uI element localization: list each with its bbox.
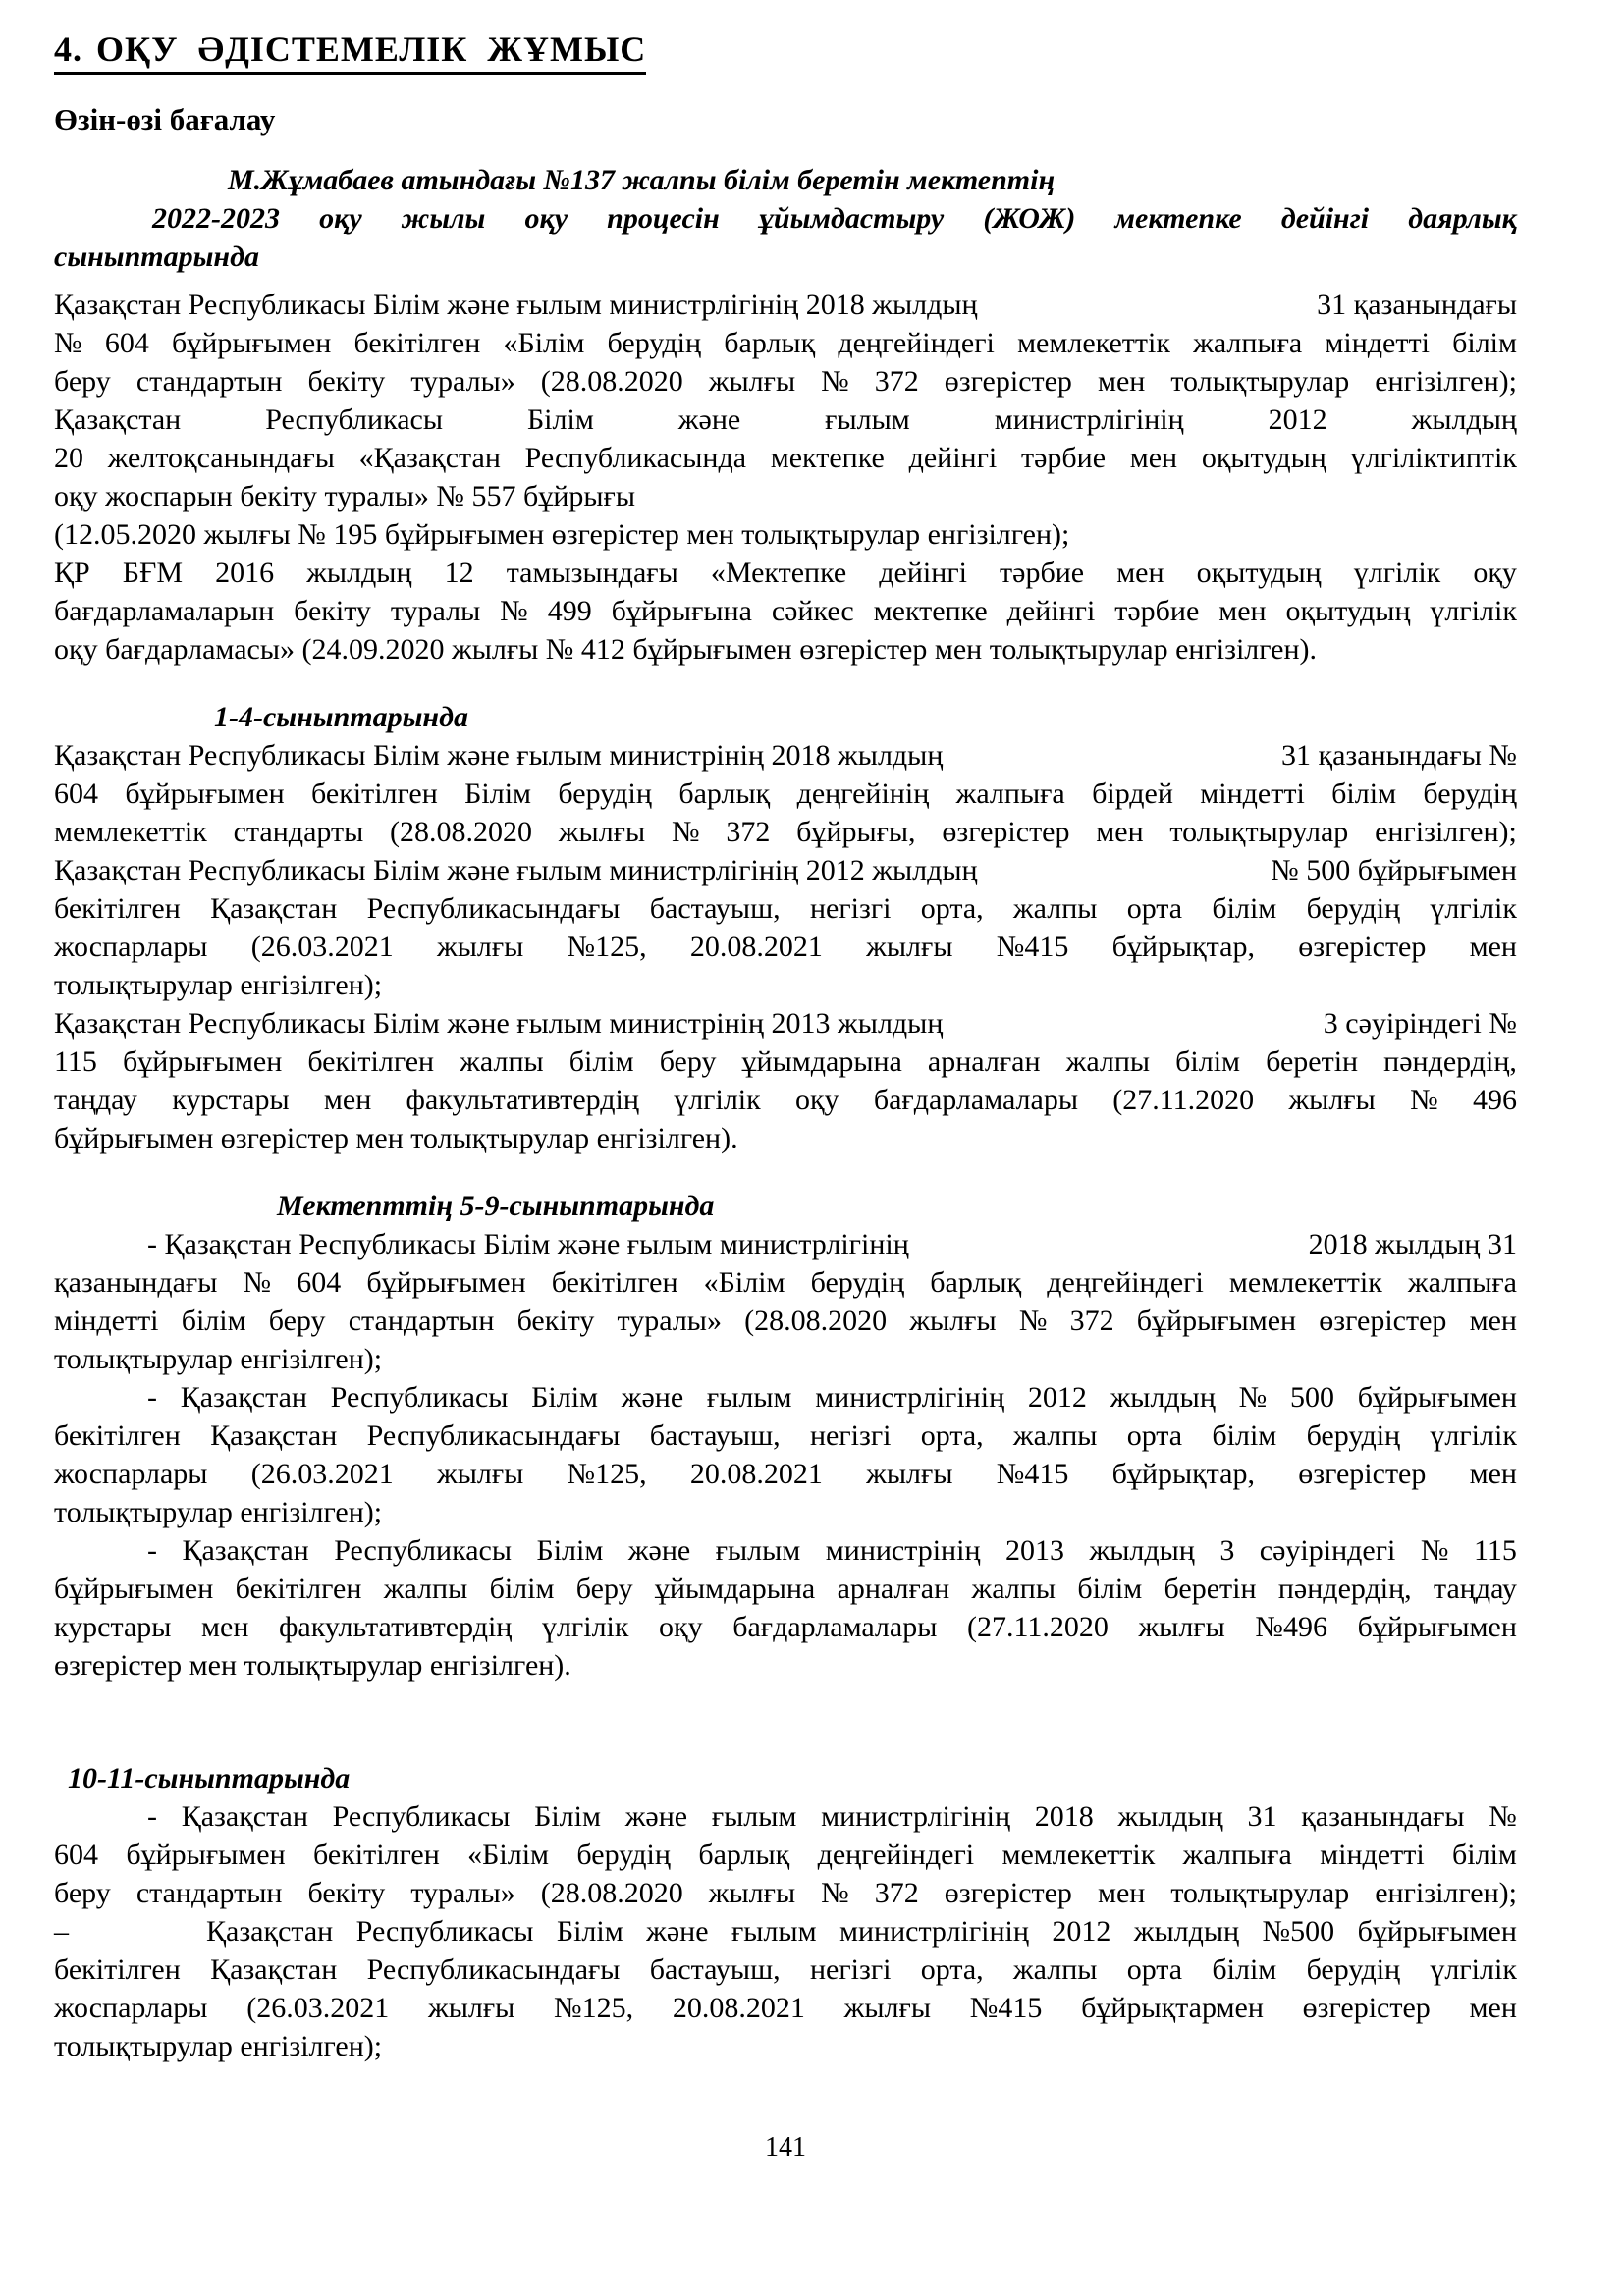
para-line: қазанындағы № 604 бұйрығымен бекітілген «Білім берудің барлық деңгейіндегі мемлекеттік жалпыға <box>54 1266 1517 1299</box>
para-line: Қазақстан Республикасы Білім және ғылым министрлігінің 2012 жылдың <box>54 403 1517 436</box>
para-line: толықтырулар енгізілген); <box>54 1343 383 1375</box>
para-line: 20 желтоқсанындағы «Қазақстан Республикасында мектепке дейінгі тәрбие мен оқытудың үлгіліктиптік <box>54 442 1517 474</box>
line-left: Қазақстан Республикасы Білім және ғылым министрлігінің 2018 жылдың <box>54 289 978 321</box>
school-title-block <box>54 161 1517 276</box>
para-line: толықтырулар енгізілген); <box>54 1496 383 1528</box>
para-line: (12.05.2020 жылғы № 195 бұйрығымен өзгерістер мен толықтырулар енгізілген); <box>54 518 1070 551</box>
section-number-heading <box>54 27 1517 75</box>
para-line: оқу бағдарламасы» (24.09.2020 жылғы № 412 бұйрығымен өзгерістер мен толықтырулар енгізілген). <box>54 633 1318 666</box>
para-line: оқу жоспарын бекіту туралы» № 557 бұйрығы <box>54 480 635 512</box>
para-line: бұйрығымен бекітілген жалпы білім беру ұйымдарына арналған жалпы білім беретін пәндердің, таңдау <box>54 1573 1517 1605</box>
subsection-heading: Өзін-өзі бағалау <box>54 102 276 136</box>
line-right: 3 сәуіріндегі № <box>1323 1007 1517 1040</box>
grades-1-4-heading: 1-4-сыныптарында <box>214 701 468 733</box>
para-line: - Қазақстан Республикасы Білім және ғылым министрлігінің 2018 жылдың 31 қазанындағы № <box>147 1800 1517 1833</box>
grades-5-9-heading: Мектепттің 5-9-сыныптарында <box>277 1190 715 1222</box>
line-right: № 500 бұйрығымен <box>1271 854 1517 886</box>
para-line <box>54 736 1517 774</box>
para-line <box>54 1004 1517 1042</box>
para-line <box>54 851 1517 889</box>
page-content <box>54 27 1517 2065</box>
para-line: мемлекеттік стандарты (28.08.2020 жылғы № 372 бұйрығы, өзгерістер мен толықтырулар енгізілген); <box>54 816 1517 848</box>
para-line: 115 бұйрығымен бекітілген жалпы білім беру ұйымдарына арналған жалпы білім беретін пәндердің, <box>54 1045 1517 1078</box>
line-left: - Қазақстан Республикасы Білім және ғылым министрлігінің <box>147 1228 909 1260</box>
grades-5-9-paragraph <box>54 1225 1517 1684</box>
para-line: жоспарлары (26.03.2021 жылғы №125, 20.08.2021 жылғы №415 бұйрықтар, өзгерістер мен <box>54 931 1517 963</box>
para-line: беру стандартын бекіту туралы» (28.08.2020 жылғы № 372 өзгерістер мен толықтырулар енгізілген); <box>54 1877 1517 1909</box>
title-line-2: 2022-2023 оқу жылы оқу процесін ұйымдастыру (ЖОЖ) мектепке дейінгі даярлық <box>152 202 1517 235</box>
para-line: № 604 бұйрығымен бекітілген «Білім берудің барлық деңгейіндегі мемлекеттік жалпыға міндетті білім <box>54 327 1517 359</box>
para-line: толықтырулар енгізілген); <box>54 969 383 1001</box>
line-left: Қазақстан Республикасы Білім және ғылым министрлігінің 2012 жылдың <box>54 854 978 886</box>
page-number: 141 <box>765 2132 806 2163</box>
line-left: Қазақстан Республикасы Білім және ғылым министрінің 2018 жылдың <box>54 739 944 772</box>
para-line: - Қазақстан Республикасы Білім және ғылым министрлігінің 2012 жылдың № 500 бұйрығымен <box>147 1381 1517 1414</box>
para-line: толықтырулар енгізілген); <box>54 2030 383 2062</box>
para-line: бағдарламаларын бекіту туралы № 499 бұйрығына сәйкес мектепке дейінгі тәрбие мен оқытудың үлгілік <box>54 595 1517 627</box>
para-line: міндетті білім беру стандартын бекіту туралы» (28.08.2020 жылғы № 372 бұйрығымен өзгерістер мен <box>54 1305 1517 1337</box>
para-line: ҚР БҒМ 2016 жылдың 12 тамызындағы «Мектепке дейінгі тәрбие мен оқытудың үлгілік оқу <box>54 557 1517 589</box>
para-line: таңдау курстары мен факультативтердің үлгілік оқу бағдарламалары (27.11.2020 жылғы № 496 <box>54 1084 1517 1116</box>
para-line <box>54 1912 1517 1950</box>
para-line: бекітілген Қазақстан Республикасындағы бастауыш, негізгі орта, жалпы орта білім берудің үлгілік <box>54 1419 1517 1452</box>
title-line-1: М.Жұмабаев атындағы №137 жалпы білім беретін мектептің <box>228 164 1056 196</box>
para-line: курстары мен факультативтердің үлгілік оқу бағдарламалары (27.11.2020 жылғы №496 бұйрығымен <box>54 1611 1517 1643</box>
grades-10-11-heading: 10-11-сыныптарында <box>68 1762 351 1794</box>
para-line <box>54 1225 1517 1263</box>
para-line: жоспарлары (26.03.2021 жылғы №125, 20.08.2021 жылғы №415 бұйрықтар, өзгерістер мен <box>54 1458 1517 1490</box>
para-line: 604 бұйрығымен бекітілген Білім берудің барлық деңгейінің жалпыға бірдей міндетті білім берудің <box>54 777 1517 810</box>
line-right: 2018 жылдың 31 <box>1308 1228 1517 1260</box>
para-line: беру стандартын бекіту туралы» (28.08.2020 жылғы № 372 өзгерістер мен толықтырулар енгізілген); <box>54 365 1517 398</box>
grades-1-4-paragraph <box>54 736 1517 1157</box>
para-line: жоспарлары (26.03.2021 жылғы №125, 20.08.2021 жылғы №415 бұйрықтармен өзгерістер мен <box>54 1992 1517 2024</box>
preschool-paragraph <box>54 286 1517 668</box>
para-line: 604 бұйрығымен бекітілген «Білім берудің барлық деңгейіндегі мемлекеттік жалпыға міндетті білім <box>54 1839 1517 1871</box>
line-left: Қазақстан Республикасы Білім және ғылым министрінің 2013 жылдың <box>54 1007 944 1040</box>
para-line: өзгерістер мен толықтырулар енгізілген). <box>54 1649 571 1682</box>
para-line: - Қазақстан Республикасы Білім және ғылым министрінің 2013 жылдың 3 сәуіріндегі № 115 <box>147 1534 1517 1567</box>
dash-marker: – <box>54 1915 69 1948</box>
para-line <box>54 286 1517 324</box>
title-line-3: сыныптарында <box>54 240 259 273</box>
grades-10-11-paragraph <box>54 1797 1517 2065</box>
para-line: бекітілген Қазақстан Республикасындағы бастауыш, негізгі орта, жалпы орта білім берудің үлгілік <box>54 892 1517 925</box>
line-right: Қазақстан Республикасы Білім және ғылым министрлігінің 2012 жылдың №500 бұйрығымен <box>206 1915 1517 1948</box>
underlined-heading <box>54 27 646 75</box>
line-right: 31 қазанындағы <box>1317 289 1517 321</box>
heading-number: 4. <box>54 29 82 69</box>
para-line: бекітілген Қазақстан Республикасындағы бастауыш, негізгі орта, жалпы орта білім берудің үлгілік <box>54 1953 1517 1986</box>
heading-title: ОҚУ ӘДІСТЕМЕЛІК ЖҰМЫС <box>96 29 647 69</box>
para-line: бұйрығымен өзгерістер мен толықтырулар енгізілген). <box>54 1122 738 1154</box>
line-right: 31 қазанындағы № <box>1281 739 1517 772</box>
